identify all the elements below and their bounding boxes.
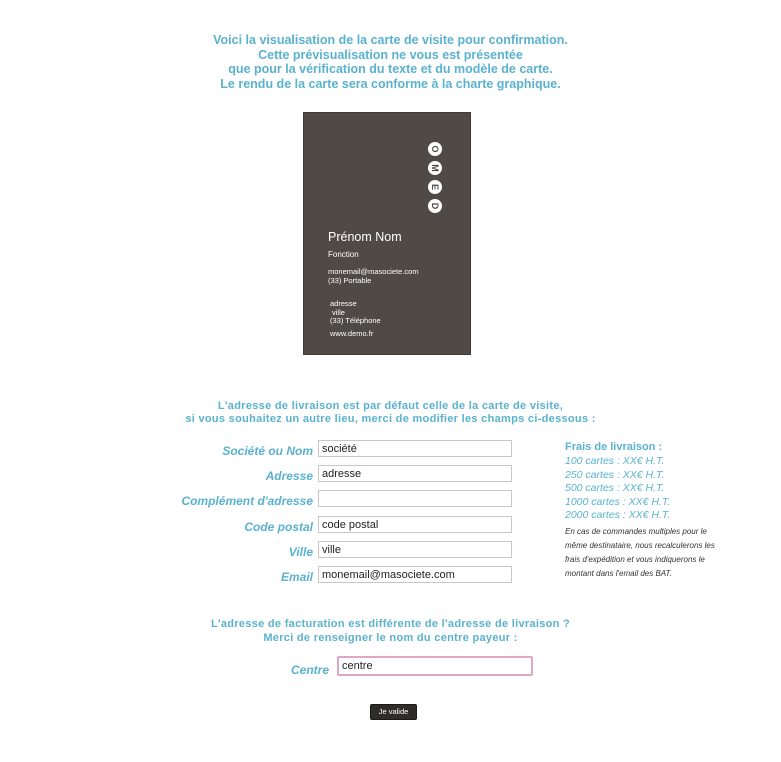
adresse-input[interactable] — [318, 465, 512, 482]
ville-label: Ville — [288, 545, 313, 559]
complement-label: Complément d'adresse — [181, 494, 313, 508]
centre-label: Centre — [290, 663, 329, 677]
intro-text — [0, 33, 781, 91]
intro-line: Cette prévisualisation ne vous est présentée — [258, 47, 523, 62]
card-mobile: (33) Portable — [328, 276, 372, 285]
fees-title: Frais de livraison : — [565, 441, 663, 453]
fee-line: 1000 cartes : XX€ H.T. — [565, 495, 671, 508]
logo-letter: D — [428, 199, 442, 213]
demo-logo — [428, 142, 444, 218]
card-contact — [328, 267, 419, 285]
fees-note-line: montant dans l'email des BAT. — [565, 568, 672, 578]
delivery-title — [0, 400, 781, 426]
fee-line: 250 cartes : XX€ H.T. — [565, 468, 665, 481]
logo-letter: M — [428, 161, 442, 175]
card-website: www.demo.fr — [330, 329, 374, 338]
card-name: Prénom Nom — [328, 230, 402, 244]
card-phone: (33) Téléphone — [330, 316, 381, 325]
code-postal-input[interactable] — [318, 516, 512, 533]
fees-note-line: frais d'expédition et vous indiquerons le — [565, 554, 705, 564]
fees-note-line: même destinataire, nous recalculerons les — [565, 540, 715, 550]
code-postal-label: Code postal — [244, 520, 313, 534]
card-address-block — [330, 300, 381, 326]
email-label: Email — [280, 570, 313, 584]
submit-button[interactable]: Je valide — [370, 704, 417, 720]
email-input[interactable] — [318, 566, 512, 583]
billing-title — [0, 618, 781, 645]
billing-title-line: L'adresse de facturation est différente de l'adresse de livraison ? — [210, 618, 571, 630]
logo-letter: E — [428, 180, 442, 194]
logo-letter: O — [428, 142, 442, 156]
business-card-preview — [303, 112, 471, 355]
fees-note — [565, 525, 745, 581]
card-city: ville — [332, 307, 345, 317]
card-email: monemail@masociete.com — [328, 267, 419, 276]
delivery-fees-panel — [565, 441, 745, 581]
intro-line: Voici la visualisation de la carte de visite pour confirmation. — [213, 33, 568, 47]
delivery-title-line: si vous souhaitez un autre lieu, merci de modifier les champs ci-dessous : — [185, 413, 596, 425]
intro-line: que pour la vérification du texte et du modèle de carte. — [228, 62, 553, 76]
ville-input[interactable] — [318, 541, 512, 558]
societe-input[interactable] — [318, 440, 512, 457]
card-function: Fonction — [328, 250, 359, 259]
complement-input[interactable] — [318, 490, 512, 507]
fee-line: 500 cartes : XX€ H.T. — [565, 482, 665, 494]
card-address: adresse — [330, 299, 357, 308]
adresse-label: Adresse — [265, 469, 313, 483]
delivery-title-line: L'adresse de livraison est par défaut celle de la carte de visite, — [217, 400, 564, 412]
societe-label: Société ou Nom — [222, 444, 313, 458]
fees-note-line: En cas de commandes multiples pour le — [565, 526, 707, 536]
fee-line: 2000 cartes : XX€ H.T. — [565, 509, 671, 521]
fee-line: 100 cartes : XX€ H.T. — [565, 455, 665, 467]
intro-line: Le rendu de la carte sera conforme à la charte graphique. — [220, 76, 561, 91]
centre-input[interactable] — [337, 656, 533, 676]
billing-title-line: Merci de renseigner le nom du centre payeur : — [263, 631, 518, 644]
